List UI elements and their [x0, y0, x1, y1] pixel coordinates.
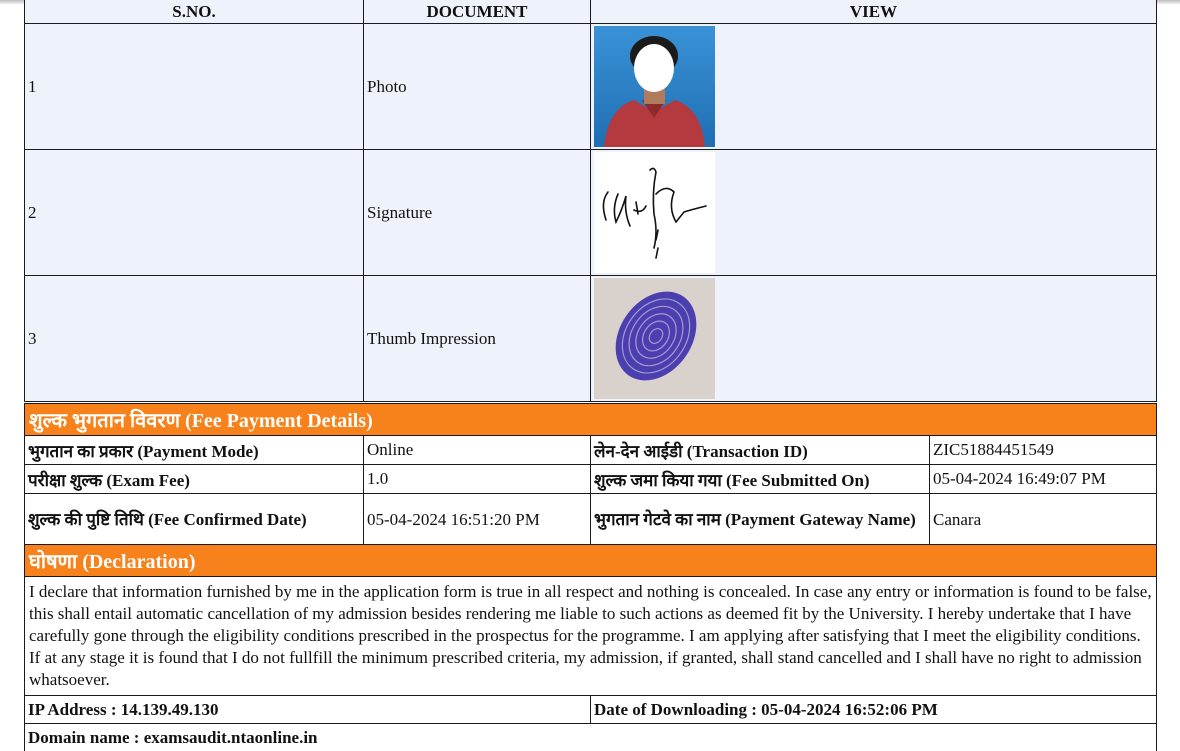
domain-name: Domain name : examsaudit.ntaonline.in [25, 724, 1157, 751]
table-row [25, 724, 1157, 751]
payment-mode-label: भुगतान का प्रकार (Payment Mode) [25, 436, 364, 465]
exam-fee-label: परीक्षा शुल्क (Exam Fee) [25, 465, 364, 494]
download-date: Date of Downloading : 05-04-2024 16:52:06 PM [591, 696, 1157, 724]
table-row [25, 494, 1157, 545]
documents-header-row [25, 0, 1157, 24]
payment-gateway-value: Canara [930, 494, 1157, 545]
thumb-impression-image[interactable] [594, 278, 715, 399]
table-row [25, 276, 1157, 402]
row-sno: 3 [25, 276, 364, 402]
fee-payment-table [24, 403, 1157, 751]
exam-fee-value: 1.0 [364, 465, 591, 494]
row-view [591, 150, 1157, 276]
row-document-name: Thumb Impression [364, 276, 591, 402]
declaration-text: I declare that information furnished by me in the application form is true in all respect and nothing is concealed. In case any entry or information is found to be false, this shall entail automatic cancellation of my admission besides rendering me liable to such actions as deemed fit by the University. I hereby undertake that I have carefully gone through the eligibility conditions prescribed in the prospectus for the programme. I am applying after satisfying that I meet the eligibility conditions. If at any stage it is found that I do not fullfill the minimum prescribed criteria, my admission, if granted, shall stand cancelled and I shall have no right to admission whatsoever. [25, 577, 1157, 696]
row-document-name: Signature [364, 150, 591, 276]
row-sno: 1 [25, 24, 364, 150]
declaration-heading: घोषणा (Declaration) [25, 545, 1157, 577]
row-view [591, 276, 1157, 402]
fee-submitted-value: 05-04-2024 16:49:07 PM [930, 465, 1157, 494]
header-view: VIEW [591, 0, 1157, 24]
documents-table [24, 0, 1157, 402]
ip-address: IP Address : 14.139.49.130 [25, 696, 591, 724]
row-document-name: Photo [364, 24, 591, 150]
payment-mode-value: Online [364, 436, 591, 465]
row-sno: 2 [25, 150, 364, 276]
row-view [591, 24, 1157, 150]
fee-confirmed-label: शुल्क की पुष्टि तिथि (Fee Confirmed Date) [25, 494, 364, 545]
fee-section-heading: शुल्क भुगतान विवरण (Fee Payment Details) [25, 404, 1157, 436]
signature-image[interactable] [594, 152, 715, 273]
transaction-id-label: लेन-देन आईडी (Transaction ID) [591, 436, 930, 465]
fee-confirmed-value: 05-04-2024 16:51:20 PM [364, 494, 591, 545]
header-sno: S.NO. [25, 0, 364, 24]
fee-submitted-label: शुल्क जमा किया गया (Fee Submitted On) [591, 465, 930, 494]
table-row [25, 436, 1157, 465]
table-row [25, 24, 1157, 150]
photo-image[interactable] [594, 26, 715, 147]
payment-gateway-label: भुगतान गेटवे का नाम (Payment Gateway Name) [591, 494, 930, 545]
table-row [25, 150, 1157, 276]
table-row [25, 696, 1157, 724]
header-document: DOCUMENT [364, 0, 591, 24]
transaction-id-value: ZIC51884451549 [930, 436, 1157, 465]
table-row [25, 465, 1157, 494]
